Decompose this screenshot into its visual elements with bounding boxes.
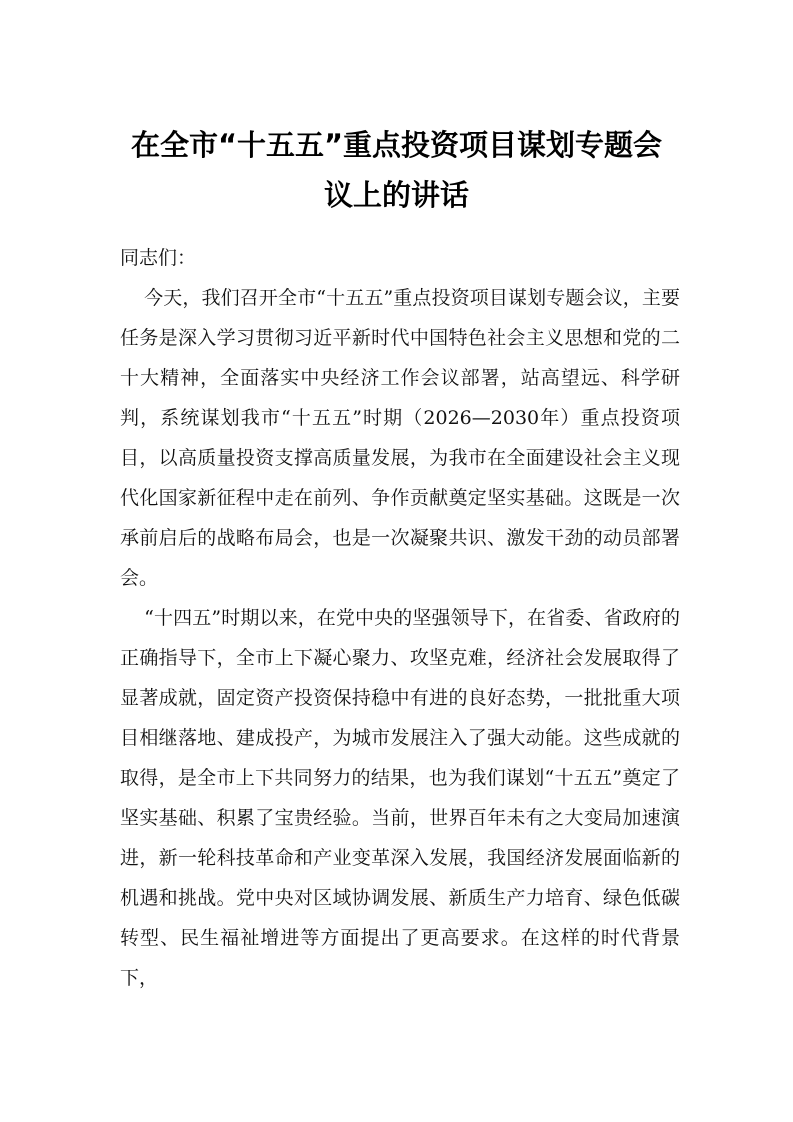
paragraph-2: “十四五”时期以来，在党中央的坚强领导下，在省委、省政府的正确指导下，全市上下凝心聚力、攻坚克难，经济社会发展取得了显著成就，固定资产投资保持稳中有进的良好态势，一批批重大项目相继落地、建成投产，为城市发展注入了强大动能。这些成就的取得，是全市上下共同努力的结果，也为我们谋划“十五五”奠定了坚实基础、积累了宝贵经验。当前，世界百年未有之大变局加速演进，新一轮科技革命和产业变革深入发展，我国经济发展面临新的机遇和挑战。党中央对区域协调发展、新质生产力培育、绿色低碳转型、民生福祉增进等方面提出了更高要求。在这样的时代背景下， (120, 607, 680, 989)
title-line-1: 在全市“十五五”重点投资项目谋划专题会 (130, 128, 663, 162)
document-title (100, 120, 693, 220)
document-body (120, 238, 680, 998)
title-line-2: 议上的讲话 (323, 178, 469, 212)
salutation: 同志们： (120, 247, 197, 269)
paragraph-1: 今天，我们召开全市“十五五”重点投资项目谋划专题会议，主要任务是深入学习贯彻习近平新时代中国特色社会主义思想和党的二十大精神，全面落实中央经济工作会议部署，站高望远、科学研判，系统谋划我市“十五五”时期（2026—2030年）重点投资项目，以高质量投资支撑高质量发展，为我市在全面建设社会主义现代化国家新征程中走在前列、争作贡献奠定坚实基础。这既是一次承前启后的战略布局会，也是一次凝聚共识、激发干劲的动员部署会。 (120, 287, 680, 589)
